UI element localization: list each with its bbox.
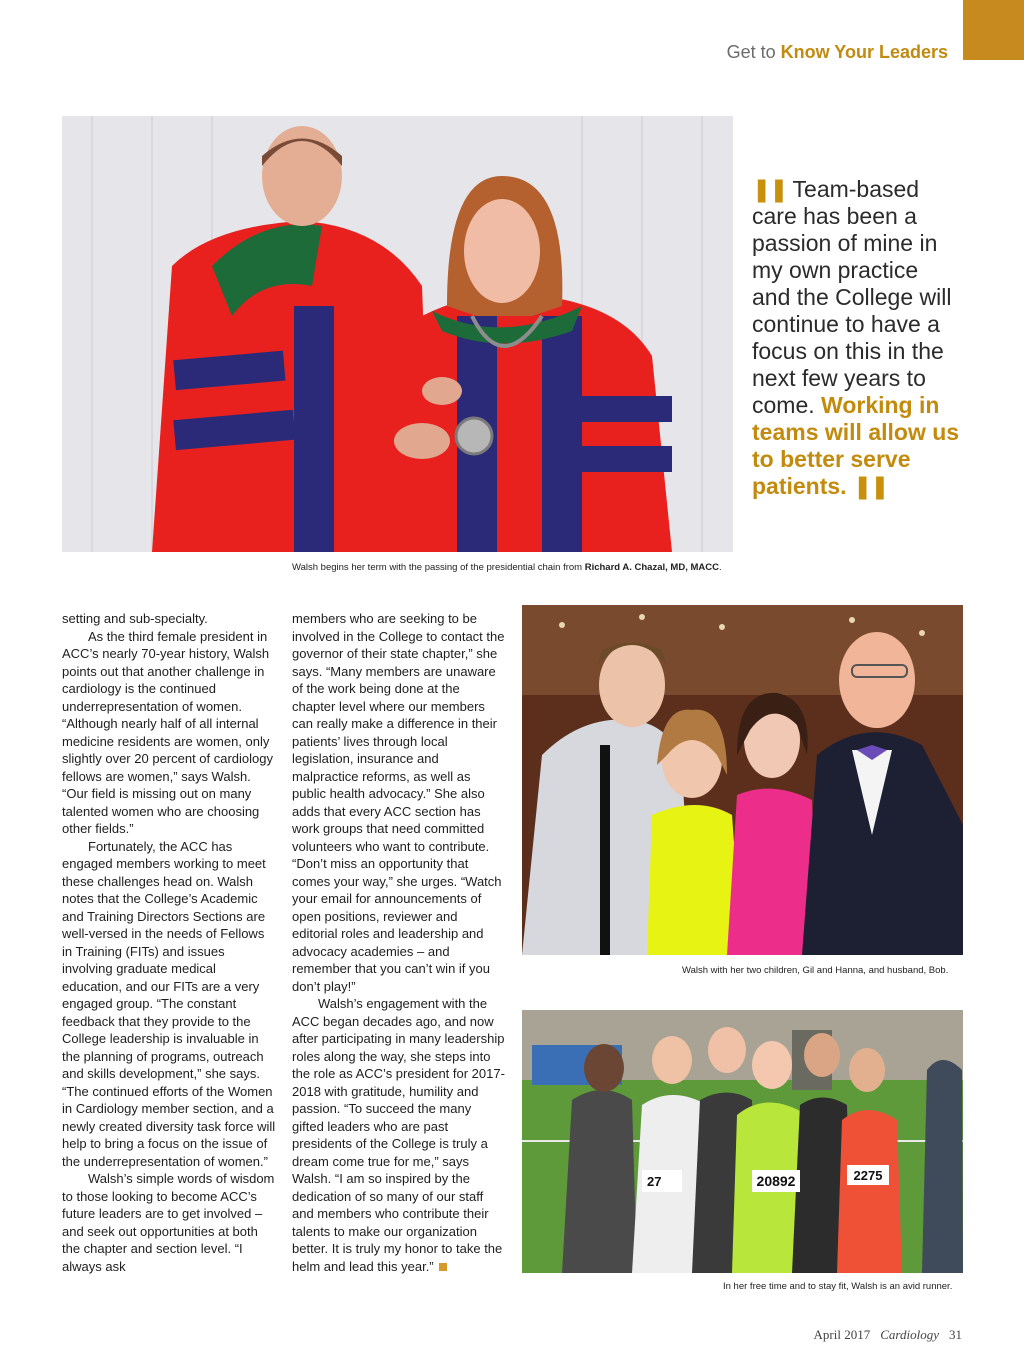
col2-paragraph-2-text: Walsh’s engagement with the ACC began decades ago, and now after participating in many leadership roles along the way, she steps into the role as ACC’s president for 2017-2018 with gratitude, humility and passion. “To succeed the many gifted leaders who are past presidents of the College is truly a dream come true for me,” says Walsh. “I am so inspired by the dedication of so many of our staff and members who contribute their talents to make our organization better. It is truly my honor to take the helm and lead this year.” [292, 996, 505, 1274]
bib-number-3: 27 [647, 1174, 662, 1189]
ceremony-caption-lead: Walsh begins her term with the passing of the presidential chain from [292, 562, 585, 573]
corner-tab [963, 0, 1024, 60]
col1-paragraph-4: Walsh’s simple words of wisdom to those looking to become ACC’s future leaders are to get involved – and seek out opportunities at both the chapter and section level. “I always ask [62, 1171, 275, 1274]
page-footer [814, 1327, 962, 1343]
article-column-2 [292, 610, 506, 1275]
quote-open-mark: ❚❚ [752, 176, 787, 202]
footer-date: April 2017 [813, 1327, 871, 1342]
footer-magazine: Cardiology [880, 1327, 939, 1342]
runners-caption: In her free time and to stay fit, Walsh is an avid runner. [723, 1281, 953, 1292]
section-header [727, 42, 948, 63]
col2-paragraph-1: members who are seeking to be involved in the College to contact the governor of their state chapter,” she says. “Many members are unaware of the work being done at the chapter level where our members can really make a difference in their patients’ lives through local legislation, insurance and malpractice reforms, as well as public health advocacy.” She also adds that every ACC section has work groups that need committed volunteers who want to contribute. “Don’t miss an opportunity that comes your way,” she urges. “Watch your email for announcements of open positions, reviewer and editorial roles and leadership and advocacy academies – and remember that you can’t win if you don’t play!” [292, 611, 505, 994]
pull-quote [752, 176, 962, 500]
section-header-prefix: Get to [726, 42, 776, 62]
ceremony-caption [292, 562, 722, 573]
col1-paragraph-1: setting and sub-specialty. [62, 611, 208, 626]
ceremony-photo [62, 116, 733, 552]
col1-paragraph-2: As the third female president in ACC’s nearly 70-year history, Walsh points out that another challenge in cardiology is the continued underrepresentation of women. “Although nearly half of all internal medicine residents are women, only slightly over 20 percent of cardiology fellows are women,” says Walsh. “Our field is missing out on many talented women who are choosing other fields.” [62, 628, 274, 836]
section-header-accent: Know Your Leaders [780, 42, 948, 62]
ceremony-caption-name: Richard A. Chazal, MD, MACC [584, 562, 719, 573]
bib-number-2: 2275 [853, 1168, 883, 1183]
quote-close-mark: ❚❚ [852, 473, 888, 499]
bib-number-1: 20892 [756, 1173, 796, 1189]
end-of-article-mark [439, 1263, 447, 1271]
ceremony-caption-end: . [718, 562, 722, 573]
quote-emphasis: Working in teams will allow us to better serve patients. [752, 392, 960, 499]
family-caption: Walsh with her two children, Gil and Hanna, and husband, Bob. [682, 965, 949, 976]
col2-paragraph-2 [292, 995, 506, 1275]
quote-text: Team-based care has been a passion of mine in my own practice and the College will continue to have a focus on this in the next few years to come. [752, 176, 952, 418]
footer-page-number: 31 [949, 1327, 962, 1342]
runners-photo [522, 1010, 963, 1273]
article-column-1 [62, 610, 276, 1275]
col1-paragraph-3: Fortunately, the ACC has engaged members working to meet these challenges head on. Walsh notes that the College’s Academic and Training Directors Sections are well-versed in the needs of Fellows in Training (FITs) and issues involving graduate medical education, and our FITs are a very engaged group. “The constant feedback that they provide to the College leadership is invaluable in the planning of programs, outreach and skills development,” she says. “The continued efforts of the Women in Cardiology member section, and a newly created diversity task force will help to bring a focus on the issue of the underrepresentation of women.” [62, 838, 276, 1169]
family-photo [522, 605, 963, 955]
